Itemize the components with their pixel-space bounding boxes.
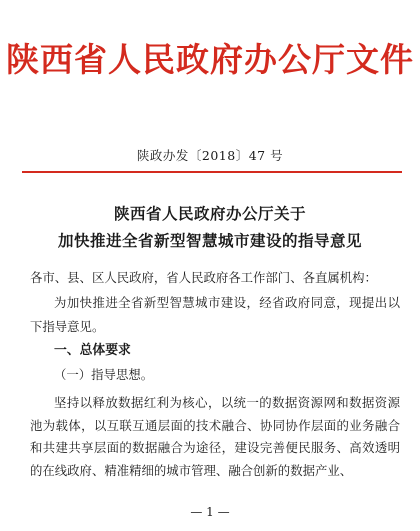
body-paragraph: 坚持以释放数据红利为核心，以统一的数据资源网和数据资源池为载体，以互联互通层面的技术融合、协同协作层面的业务融合和共建共享层面的数据融合为途径，建设完善便民服务、高效透明的在线政府、精准精细的城市管理、融合创新的数据产业、 <box>30 395 400 478</box>
intro-paragraph: 为加快推进全省新型智慧城市建设，经省政府同意，现提出以下指导意见。 <box>30 295 400 334</box>
salutation: 各市、县、区人民政府，省人民政府各工作部门、各直属机构： <box>30 270 377 285</box>
subsection-heading: （一）指导思想。 <box>54 367 154 382</box>
red-divider-line <box>22 171 402 173</box>
document-title-line-2: 加快推进全省新型智慧城市建设的指导意见 <box>57 231 362 250</box>
section-heading: 一、总体要求 <box>54 343 131 358</box>
document-title-line-1: 陕西省人民政府办公厅关于 <box>113 204 306 223</box>
page-number: — 1 — <box>190 505 230 519</box>
document-number: 陕政办发〔2018〕47 号 <box>136 148 284 163</box>
document-masthead: 陕西省人民政府办公厅文件 <box>6 40 414 79</box>
